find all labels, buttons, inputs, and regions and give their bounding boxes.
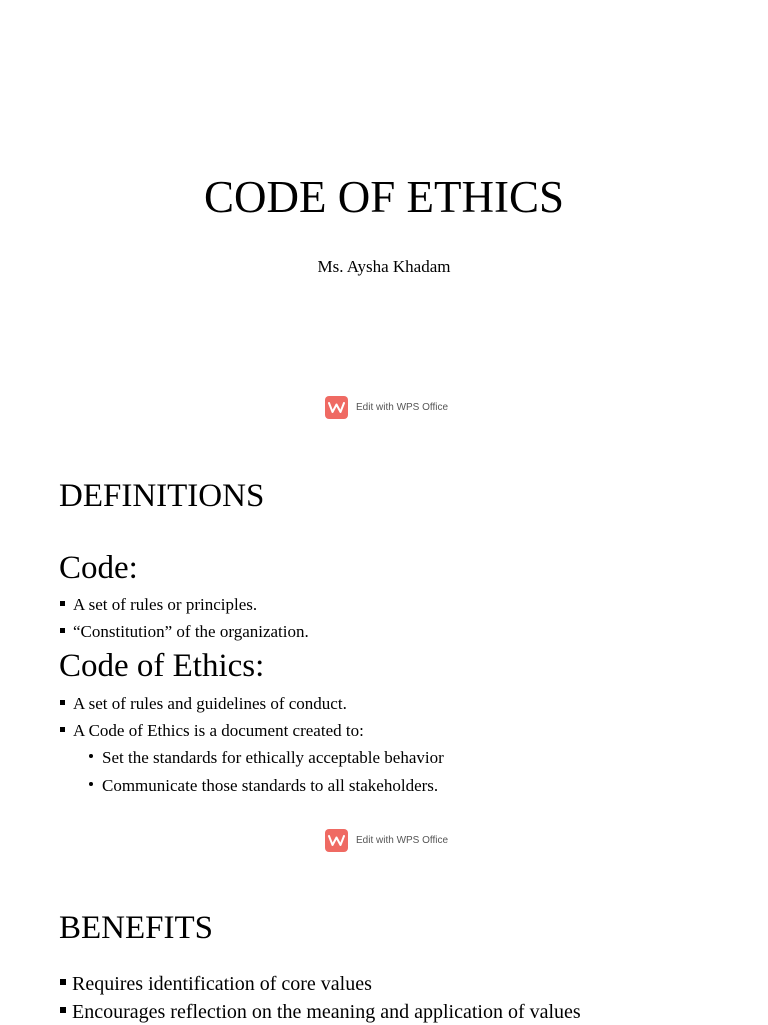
wps-watermark-text: Edit with WPS Office [356, 835, 449, 846]
dot-bullet-icon [89, 782, 93, 786]
list-item-text: A set of rules or principles. [73, 595, 258, 614]
wps-watermark[interactable] [325, 829, 448, 852]
list-item-text: “Constitution” of the organization. [73, 622, 309, 641]
square-bullet-icon [60, 1007, 66, 1013]
wps-watermark-text: Edit with WPS Office [356, 402, 449, 413]
sub-list-item-text: Set the standards for ethically acceptable behavior [102, 748, 444, 767]
square-bullet-icon [60, 700, 65, 705]
definitions-heading: DEFINITIONS [59, 478, 265, 514]
list-item-text: A Code of Ethics is a document created to: [73, 721, 364, 740]
list-item [60, 720, 364, 742]
list-item [60, 999, 581, 1025]
list-item-text: Encourages reflection on the meaning and application of values [72, 1001, 581, 1023]
list-item [60, 621, 309, 643]
list-item [60, 693, 347, 715]
sub-list-item-text: Communicate those standards to all stakeholders. [102, 776, 439, 795]
wps-logo-icon [325, 829, 348, 852]
slide-author: Ms. Aysha Khadam [317, 257, 451, 276]
list-item-text: Requires identification of core values [72, 973, 372, 995]
sub-list-item [89, 747, 444, 769]
slide-title: CODE OF ETHICS [203, 172, 565, 222]
dot-bullet-icon [89, 754, 93, 758]
square-bullet-icon [60, 628, 65, 633]
list-item-text: A set of rules and guidelines of conduct. [73, 694, 347, 713]
wps-logo-icon [325, 396, 348, 419]
square-bullet-icon [60, 601, 65, 606]
list-item [60, 971, 372, 997]
square-bullet-icon [60, 979, 66, 985]
sub-list-item [89, 775, 438, 797]
list-item [60, 594, 257, 616]
wps-watermark[interactable] [325, 396, 448, 419]
code-heading: Code: [59, 550, 138, 586]
code-of-ethics-heading: Code of Ethics: [59, 648, 265, 684]
square-bullet-icon [60, 727, 65, 732]
benefits-heading: BENEFITS [59, 910, 214, 946]
